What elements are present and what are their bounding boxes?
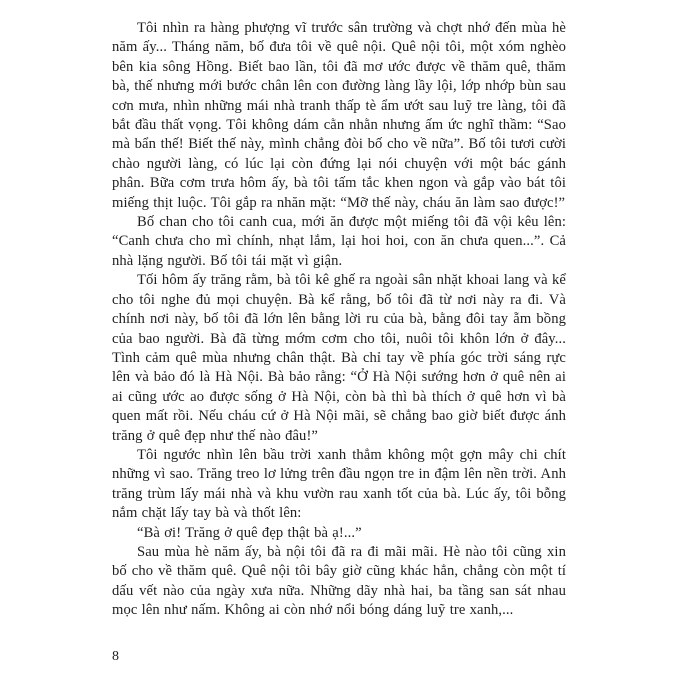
paragraph-2: Bố chan cho tôi canh cua, mới ăn được một miếng tôi đã vội kêu lên: “Canh chưa cho mì chính, nhạt lắm, lại hoi hoi, con ăn chưa quen...”. Cả nhà lặng người. Bố tôi tái mặt vì giận. bbox=[112, 214, 566, 269]
paragraph-3: Tối hôm ấy trăng rằm, bà tôi kê ghế ra ngoài sân nhặt khoai lang và kể cho tôi nghe đủ mọi chuyện. Bà kể rằng, bố tôi đã từ nơi này ra đi. Và chính nơi này, bố tôi đã lớn lên bằng lời ru của bà, bằng đôi tay ẵm bồng của bao người. Bà đã từng mớm cơm cho tôi, nuôi tôi khôn lớn ở đây... Tình cảm quê mùa nhưng chân thật. Bà chỉ tay về phía góc trời sáng rực lên và bảo đó là Hà Nội. Bà bảo rằng: “Ở Hà Nội sướng hơn ở quê nên ai ai cũng ước ao được sống ở Hà Nội, còn bà thì bà thích ở quê hơn vì bà quen mất rồi. Nếu cháu cứ ở Hà Nội mãi, sẽ chẳng bao giờ biết được ánh trăng ở quê đẹp như thế nào đâu!” bbox=[112, 272, 566, 444]
page-number: 8 bbox=[112, 649, 119, 664]
paragraph-6: Sau mùa hè năm ấy, bà nội tôi đã ra đi mãi mãi. Hè nào tôi cũng xin bố cho về thăm quê. Quê nội tôi bây giờ cũng khác hẳn, chẳng còn một tí dấu vết nào của ngày xưa nữa. Những dãy nhà hai, ba tầng san sát nhau mọc lên như nấm. Không ai còn nhớ nổi bóng dáng luỹ tre xanh,... bbox=[112, 543, 566, 619]
paragraph-4: Tôi ngước nhìn lên bầu trời xanh thẳm không một gợn mây chi chít những vì sao. Trăng treo lơ lửng trên đầu ngọn tre in đậm lên nền trời. Anh trăng trùm lấy mái nhà và khu vườn rau xanh tốt của bà. Lúc ấy, tôi bỗng nắm chặt lấy tay bà và thốt lên: bbox=[112, 446, 566, 522]
paragraph-1: Tôi nhìn ra hàng phượng vĩ trước sân trường và chợt nhớ đến mùa hè năm ấy... Tháng năm, bố đưa tôi về quê nội. Quê nội tôi, một xóm nghèo bên kia sông Hồng. Biết bao lần, tôi đã mơ ước được về thăm quê, thăm bà, thế nhưng mới bước chân lên con đường làng lầy lội, lớp nhớp bùn sau cơn mưa, nhìn những mái nhà tranh thấp tè ẩm ướt sau luỹ tre làng, tôi đã bắt đầu thất vọng. Tôi không dám cằn nhằn nhưng ấm ức nghĩ thầm: “Sao mà bẩn thế! Biết thế này, mình chẳng đòi bố cho về nữa”. Bố tôi tươi cười chào người làng, có lúc lại còn đứng lại nói chuyện với một bác gánh phân. Bữa cơm trưa hôm ấy, bà tôi tấm tắc khen ngon và gắp vào bát tôi miếng thịt luộc. Tôi gắp ra nhăn mặt: “Mỡ thế này, cháu ăn làm sao được!” bbox=[112, 20, 566, 211]
body-text bbox=[112, 19, 566, 621]
paragraph-5-dialogue: “Bà ơi! Trăng ở quê đẹp thật bà ạ!...” bbox=[137, 524, 362, 541]
